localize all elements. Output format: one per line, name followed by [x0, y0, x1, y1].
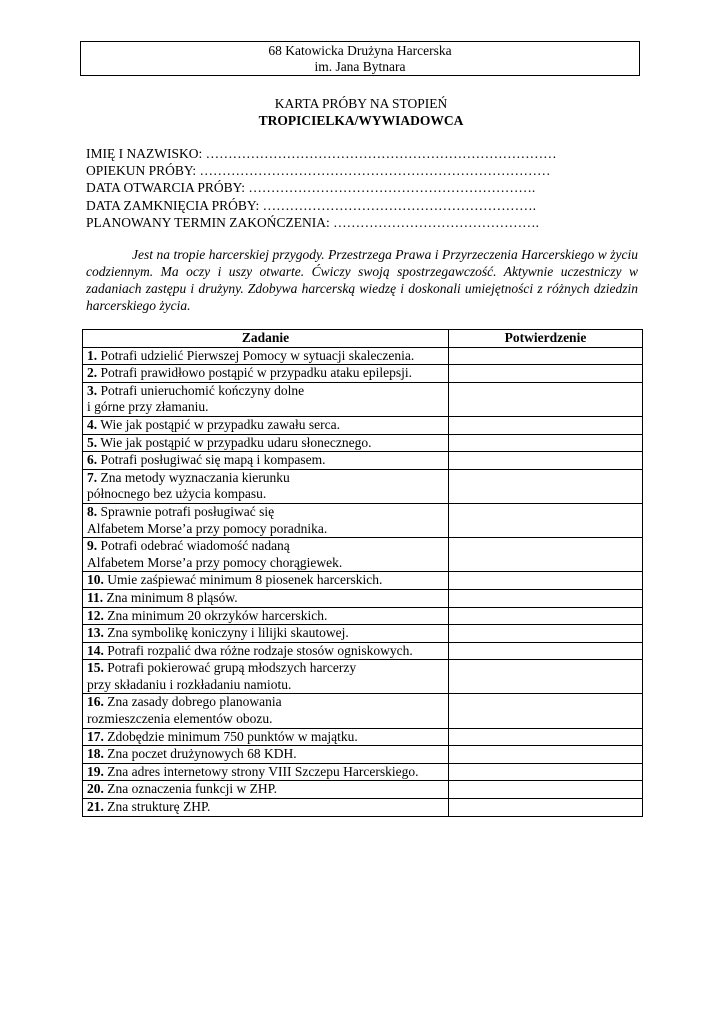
task-number: 10. [87, 572, 104, 588]
task-line [87, 435, 444, 452]
task-number: 15. [87, 660, 104, 676]
task-line [87, 799, 444, 816]
task-line [87, 555, 444, 572]
confirmation-cell[interactable] [448, 728, 642, 746]
task-text: Wie jak postąpić w przypadku udaru słonecznego. [100, 434, 372, 450]
table-row [83, 660, 643, 694]
task-text: Zna poczet drużynowych 68 KDH. [107, 746, 297, 762]
confirmation-cell[interactable] [448, 642, 642, 660]
task-cell [83, 694, 449, 728]
task-number: 4. [87, 416, 98, 432]
table-row [83, 589, 643, 607]
task-number: 11. [87, 589, 104, 605]
task-text: Zna minimum 20 okrzyków harcerskich. [107, 607, 328, 623]
task-cell [83, 503, 449, 537]
confirmation-cell[interactable] [448, 572, 642, 590]
task-number: 17. [87, 728, 104, 744]
header-task: Zadanie [83, 330, 449, 348]
task-line [87, 383, 444, 400]
task-cell [83, 781, 449, 799]
task-cell [83, 365, 449, 383]
tasks-body [83, 347, 643, 816]
task-cell [83, 347, 449, 365]
table-row [83, 781, 643, 799]
task-number: 7. [87, 469, 98, 485]
task-text: Umie zaśpiewać minimum 8 piosenek harcerskich. [107, 572, 383, 588]
task-cell [83, 625, 449, 643]
task-text: Zna metody wyznaczania kierunku [100, 469, 290, 485]
task-line [87, 694, 444, 711]
task-line [87, 521, 444, 538]
task-line [87, 781, 444, 798]
task-line [87, 590, 444, 607]
task-number: 16. [87, 694, 104, 710]
task-number: 2. [87, 365, 98, 381]
task-text: Alfabetem Morse’a przy pomocy poradnika. [87, 520, 328, 536]
table-row [83, 434, 643, 452]
table-header-row [83, 330, 643, 348]
table-row [83, 452, 643, 470]
confirmation-cell[interactable] [448, 799, 642, 817]
task-text: Zna adres internetowy strony VIII Szczepu Harcerskiego. [107, 763, 419, 779]
task-line [87, 711, 444, 728]
table-row [83, 572, 643, 590]
task-number: 6. [87, 452, 98, 468]
task-line [87, 572, 444, 589]
task-text: Alfabetem Morse’a przy pomocy chorągiewek. [87, 554, 343, 570]
task-line [87, 660, 444, 677]
task-line [87, 729, 444, 746]
task-cell [83, 799, 449, 817]
task-number: 3. [87, 382, 98, 398]
confirmation-cell[interactable] [448, 607, 642, 625]
table-row [83, 763, 643, 781]
task-text: północnego bez użycia kompasu. [87, 486, 267, 502]
task-text: przy składaniu i rozkładaniu namiotu. [87, 676, 292, 692]
task-cell [83, 572, 449, 590]
task-number: 8. [87, 503, 98, 519]
task-number: 1. [87, 347, 98, 363]
task-line [87, 643, 444, 660]
table-row [83, 694, 643, 728]
task-line [87, 625, 444, 642]
table-row [83, 799, 643, 817]
task-text: Sprawnie potrafi posługiwać się [100, 503, 275, 519]
task-text: Potrafi prawidłowo postąpić w przypadku ataku epilepsji. [100, 365, 413, 381]
task-text: Potrafi pokierować grupą młodszych harcerzy [107, 660, 357, 676]
troop-name: 68 Katowicka Drużyna Harcerska [268, 43, 452, 58]
confirmation-cell[interactable] [448, 434, 642, 452]
task-number: 18. [87, 746, 104, 762]
task-text: Zna oznaczenia funkcji w ZHP. [107, 781, 278, 797]
task-text: rozmieszczenia elementów obozu. [87, 711, 273, 727]
task-line [87, 504, 444, 521]
task-text: Potrafi posługiwać się mapą i kompasem. [100, 452, 326, 468]
task-line [87, 764, 444, 781]
task-text: Zna strukturę ZHP. [107, 799, 211, 815]
task-number: 19. [87, 763, 104, 779]
task-cell [83, 746, 449, 764]
task-cell [83, 660, 449, 694]
task-cell [83, 589, 449, 607]
confirmation-cell[interactable] [448, 660, 642, 694]
task-line [87, 452, 444, 469]
intro-paragraph: Jest na tropie harcerskiej przygody. Przestrzega Prawa i Przyrzeczenia Harcerskiego w życiu codziennym. Ma oczy i uszy otwarte. Ćwiczy swoją spostrzegawczość. Aktywnie uczestniczy w zadaniach zastępu i drużyny. Zdobywa harcerską wiedzę i doskonali umiejętności z różnych dziedzin harcerskiego życia. [86, 247, 638, 313]
table-row [83, 416, 643, 434]
table-row [83, 365, 643, 383]
field-mentor: OPIEKUN PRÓBY: …………………………………………………………………… [86, 163, 551, 179]
table-row [83, 607, 643, 625]
document-title: KARTA PRÓBY NA STOPIEŃ [274, 96, 448, 111]
rank-title: TROPICIELKA/WYWIADOWCA [258, 113, 464, 128]
task-number: 5. [87, 434, 98, 450]
table-row [83, 746, 643, 764]
table-row [83, 469, 643, 503]
confirmation-cell[interactable] [448, 469, 642, 503]
task-line [87, 365, 444, 382]
task-text: Wie jak postąpić w przypadku zawału serca. [100, 416, 340, 432]
table-row [83, 347, 643, 365]
task-number: 13. [87, 625, 104, 641]
task-line [87, 486, 444, 503]
confirmation-cell[interactable] [448, 538, 642, 572]
table-row [83, 538, 643, 572]
task-text: Potrafi odebrać wiadomość nadaną [100, 538, 290, 554]
task-line [87, 470, 444, 487]
task-text: Zna minimum 8 pląsów. [106, 589, 238, 605]
field-open-date: DATA OTWARCIA PRÓBY: ………………………………………………………. [86, 180, 536, 196]
confirmation-cell[interactable] [448, 763, 642, 781]
field-name: IMIĘ I NAZWISKO: …………………………………………………………………… [86, 146, 557, 161]
task-cell [83, 416, 449, 434]
task-line [87, 417, 444, 434]
task-text: i górne przy złamaniu. [87, 399, 209, 415]
task-cell [83, 607, 449, 625]
task-line [87, 608, 444, 625]
trial-fields [86, 145, 557, 231]
table-row [83, 625, 643, 643]
task-cell [83, 434, 449, 452]
task-line [87, 538, 444, 555]
confirmation-cell[interactable] [448, 781, 642, 799]
troop-header-box [80, 41, 640, 76]
task-text: Potrafi udzielić Pierwszej Pomocy w sytuacji skaleczenia. [100, 347, 415, 363]
task-line [87, 348, 444, 365]
confirmation-cell[interactable] [448, 625, 642, 643]
task-line [87, 399, 444, 416]
field-close-date: DATA ZAMKNIĘCIA PRÓBY: ……………………………………………………. [86, 197, 536, 213]
table-row [83, 642, 643, 660]
confirmation-cell[interactable] [448, 365, 642, 383]
confirmation-cell[interactable] [448, 694, 642, 728]
task-line [87, 677, 444, 694]
table-row [83, 503, 643, 537]
task-line [87, 746, 444, 763]
table-row [83, 728, 643, 746]
task-text: Potrafi unieruchomić kończyny dolne [100, 382, 305, 398]
task-text: Potrafi rozpalić dwa różne rodzaje stosów ogniskowych. [107, 642, 413, 658]
task-number: 14. [87, 642, 104, 658]
troop-patron: im. Jana Bytnara [314, 59, 406, 74]
task-text: Zna zasady dobrego planowania [107, 694, 282, 710]
confirmation-cell[interactable] [448, 452, 642, 470]
task-cell [83, 642, 449, 660]
confirmation-cell[interactable] [448, 416, 642, 434]
confirmation-cell[interactable] [448, 382, 642, 416]
task-number: 20. [87, 781, 104, 797]
confirmation-cell[interactable] [448, 347, 642, 365]
task-number: 12. [87, 607, 104, 623]
task-text: Zdobędzie minimum 750 punktów w majątku. [107, 728, 358, 744]
task-cell [83, 452, 449, 470]
task-cell [83, 728, 449, 746]
task-cell [83, 382, 449, 416]
confirmation-cell[interactable] [448, 503, 642, 537]
task-number: 9. [87, 538, 98, 554]
task-cell [83, 763, 449, 781]
task-text: Zna symbolikę koniczyny i lilijki skautowej. [107, 625, 349, 641]
tasks-table [82, 329, 643, 817]
task-cell [83, 538, 449, 572]
confirmation-cell[interactable] [448, 589, 642, 607]
field-planned-end: PLANOWANY TERMIN ZAKOŃCZENIA: ………………………………………. [86, 214, 539, 230]
task-number: 21. [87, 799, 104, 815]
header-confirmation: Potwierdzenie [448, 330, 642, 348]
confirmation-cell[interactable] [448, 746, 642, 764]
table-row [83, 382, 643, 416]
task-cell [83, 469, 449, 503]
